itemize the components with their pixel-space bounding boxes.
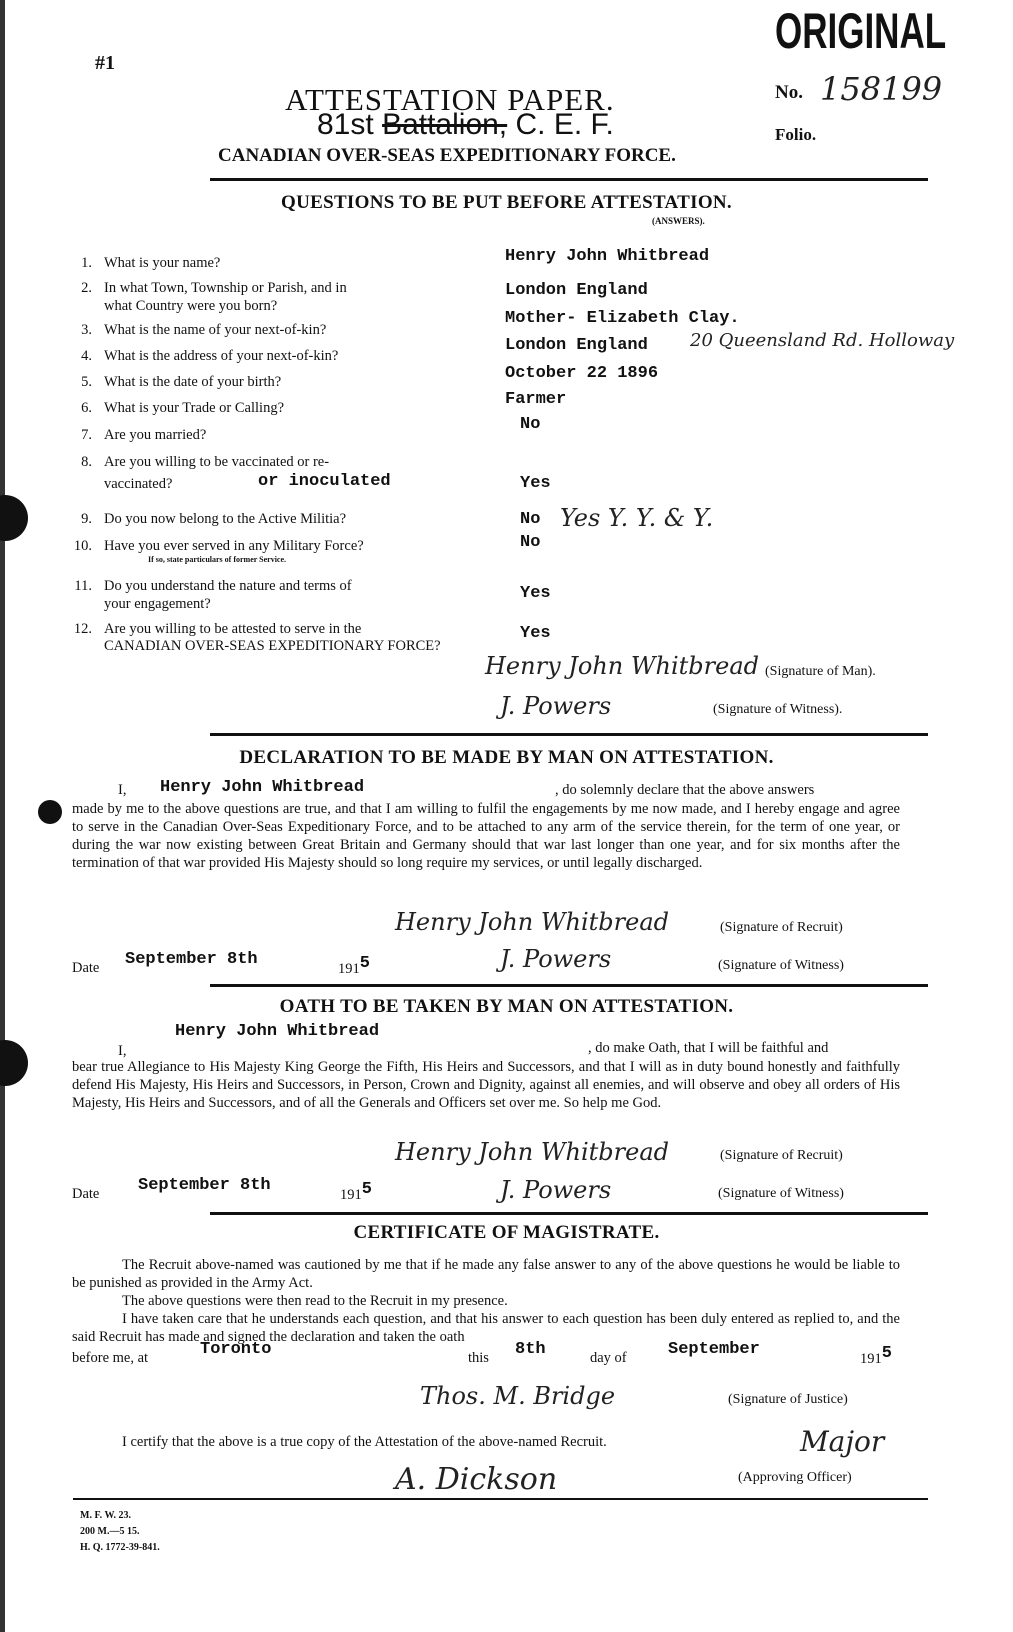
date-label: Date [72, 960, 100, 976]
divider [73, 1498, 928, 1500]
year-prefix-text: 191 [340, 1187, 362, 1203]
questions-heading: QUESTIONS TO BE PUT BEFORE ATTESTATION. [281, 192, 732, 213]
witness-signature-label: (Signature of Witness) [718, 958, 844, 973]
question-number: 3. [81, 322, 92, 338]
question-number: 7. [81, 427, 92, 443]
question-text: Have you ever served in any Military Force? [104, 538, 364, 554]
certificate-p2: The above questions were then read to the Recruit in my presence. [122, 1293, 508, 1309]
question-text: Are you willing to be vaccinated or re- [104, 454, 330, 470]
answer-value: No [520, 533, 541, 552]
answer-value: No [520, 415, 541, 434]
question-text: What is the name of your next-of-kin? [104, 322, 327, 338]
declaration-name: Henry John Whitbread [160, 778, 365, 797]
before-label: before me, at [72, 1350, 149, 1366]
declaration-heading: DECLARATION TO BE MADE BY MAN ON ATTESTATION. [239, 747, 774, 768]
question-text: What is the address of your next-of-kin? [104, 348, 339, 364]
year-prefix [340, 1180, 372, 1205]
question-number: 8. [81, 454, 92, 470]
answer-value: Yes [520, 584, 551, 603]
certificate-heading: CERTIFICATE OF MAGISTRATE. [353, 1222, 660, 1243]
divider [210, 1212, 928, 1215]
number-label: No. [775, 82, 803, 103]
man-signature-label: (Signature of Man). [765, 664, 876, 679]
divider [210, 984, 928, 987]
recruit-signature-label: (Signature of Recruit) [720, 1148, 843, 1163]
justice-signature: Thos. M. Bridge [420, 1382, 616, 1410]
question-number: 2. [81, 280, 92, 296]
oath-name: Henry John Whitbread [175, 1022, 380, 1041]
man-signature: Henry John Whitbread [485, 652, 760, 680]
question-text: What is your Trade or Calling? [104, 400, 285, 416]
answer-value: Mother- Elizabeth Clay. [505, 309, 740, 328]
oath-body: bear true Allegiance to His Majesty King George the Fifth, His Heirs and Successors, and that I will as in duty bound honestly and faithfully defend His Majesty, His Heirs and Successors, in Person, Crown and Dignity, against all enemies, and will observe and obey all orders of His Majesty, His Heirs and Successors, and of all the Generals and Officers set over me. So help me God. [72, 1059, 900, 1111]
day-of-label: day of [590, 1350, 627, 1366]
question-number: 6. [81, 400, 92, 416]
year-prefix [338, 954, 370, 979]
declaration-line1: , do solemnly declare that the above answers [555, 782, 815, 798]
this-label: this [468, 1350, 489, 1366]
recruit-signature: Henry John Whitbread [395, 1138, 670, 1166]
year-suffix: 5 [881, 1344, 892, 1363]
question-number: 11. [74, 578, 92, 594]
divider [210, 178, 928, 181]
force-subtitle: CANADIAN OVER-SEAS EXPEDITIONARY FORCE. [218, 145, 676, 166]
answer-value: Farmer [505, 390, 567, 409]
answer-handwritten: Yes Y. Y. & Y. [560, 504, 714, 532]
year-suffix: 5 [359, 954, 370, 973]
answer-value: London England [505, 281, 648, 300]
question-text: Do you now belong to the Active Militia? [104, 511, 347, 527]
question-number: 10. [73, 538, 92, 554]
question-text-cont: CANADIAN OVER-SEAS EXPEDITIONARY FORCE? [104, 638, 441, 654]
answer-value: Yes [520, 624, 551, 643]
witness-signature: J. Powers [500, 692, 612, 720]
witness-signature: J. Powers [500, 1176, 612, 1204]
punch-hole [0, 495, 28, 541]
declaration-body: made by me to the above questions are true, and that I am willing to fulfil the engagements by me now made, and I hereby engage and agree to serve in the Canadian Over-Seas Expeditionary Force, and to be attached to any arm of the service therein, for the term of one year, or during the war now existing between Great Britain and Germany should that war last longer than one year, and for six months after the termination of that war provided His Majesty should so long require my services, or until legally discharged. [72, 801, 900, 871]
regimental-number: 158199 [820, 70, 943, 108]
question-text: Are you married? [104, 427, 207, 443]
year-suffix: 5 [361, 1180, 372, 1199]
question-note: If so, state particulars of former Service. [148, 555, 287, 564]
year-prefix-text: 191 [338, 961, 360, 977]
original-stamp: ORIGINAL [775, 3, 947, 59]
question-text: What is the date of your birth? [104, 374, 282, 390]
oath-heading: OATH TO BE TAKEN BY MAN ON ATTESTATION. [279, 996, 734, 1017]
answer-handwritten: 20 Queensland Rd. Holloway [690, 330, 955, 351]
answer-value: Yes [520, 474, 551, 493]
scan-edge [0, 0, 5, 1632]
day-value: 8th [515, 1340, 546, 1359]
witness-signature-label: (Signature of Witness) [718, 1186, 844, 1201]
footer-line: H. Q. 1772-39-841. [80, 1542, 160, 1553]
question-text-cont: what Country were you born? [104, 298, 278, 314]
witness-signature-label: (Signature of Witness). [713, 702, 843, 717]
officer-rank: Major [800, 1425, 885, 1458]
folio-label: Folio. [775, 125, 817, 144]
unit-line [317, 108, 614, 142]
question-number: 9. [81, 511, 92, 527]
unit-number: 81st [317, 108, 374, 141]
justice-signature-label: (Signature of Justice) [728, 1392, 848, 1407]
certificate-p1: The Recruit above-named was cautioned by me that if he made any false answer to any of the above questions he would be liable to be punished as provided in the Army Act. [72, 1257, 900, 1291]
date-label: Date [72, 1186, 100, 1202]
divider [210, 733, 928, 736]
oath-date: September 8th [138, 1176, 271, 1195]
recruit-signature-label: (Signature of Recruit) [720, 920, 843, 935]
question-text: Do you understand the nature and terms of [104, 578, 352, 594]
page-mark: #1 [95, 52, 115, 74]
answer-value: Henry John Whitbread [505, 247, 710, 266]
form-footer [80, 1508, 160, 1556]
question-text: In what Town, Township or Parish, and in [104, 280, 347, 296]
question-number: 4. [81, 348, 92, 364]
answer-value: No [520, 510, 541, 529]
question-text-cont: your engagement? [104, 596, 211, 612]
answers-label: (ANSWERS). [652, 216, 705, 226]
year-prefix [860, 1344, 892, 1369]
question-text: What is your name? [104, 255, 221, 271]
witness-signature: J. Powers [500, 945, 612, 973]
punch-hole [0, 1040, 28, 1086]
footer-line: M. F. W. 23. [80, 1510, 132, 1521]
answer-value: London England [505, 336, 648, 355]
unit-rest: C. E. F. [515, 108, 614, 141]
unit-struck: Battalion, [382, 108, 508, 141]
footer-line: 200 M.—5 15. [80, 1526, 140, 1537]
declaration-i: I, [118, 782, 127, 798]
document-title: ATTESTATION PAPER. [285, 82, 615, 117]
month-value: September [668, 1340, 760, 1359]
question-text-cont: vaccinated? [104, 476, 173, 492]
punch-hole [38, 800, 62, 824]
question-text: Are you willing to be attested to serve in the [104, 621, 362, 637]
question-number: 1. [81, 255, 92, 271]
answer-value: October 22 1896 [505, 364, 659, 383]
question-number: 12. [73, 621, 92, 637]
certificate-p3: I have taken care that he understands each question, and that his answer to each question has been duly entered as replied to, and the said Recruit has made and signed the declaration and taken the oath [72, 1311, 900, 1345]
oath-line1: , do make Oath, that I will be faithful and [588, 1040, 829, 1056]
question-number: 5. [81, 374, 92, 390]
year-prefix-text: 191 [860, 1351, 882, 1367]
officer-signature-label: (Approving Officer) [738, 1470, 852, 1485]
certify-text: I certify that the above is a true copy of the Attestation of the above-named Recruit. [122, 1434, 607, 1450]
oath-i: I, [118, 1043, 127, 1059]
question-typed-addition: or inoculated [258, 472, 391, 491]
recruit-signature: Henry John Whitbread [395, 908, 670, 936]
place-value: Toronto [200, 1340, 272, 1359]
officer-signature: A. Dickson [395, 1462, 558, 1497]
declaration-date: September 8th [125, 950, 258, 969]
